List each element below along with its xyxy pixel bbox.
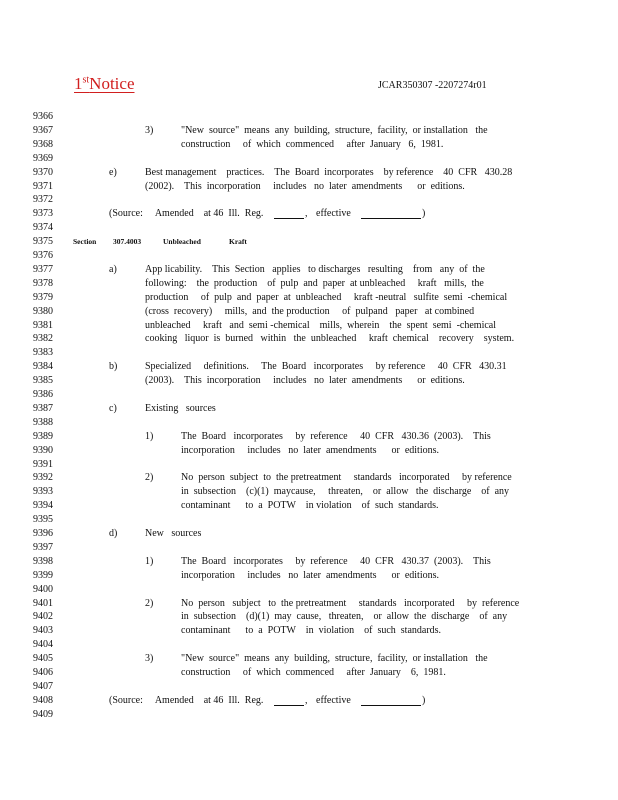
document-line bbox=[0, 652, 618, 666]
line-number: 9393 bbox=[33, 486, 53, 498]
line-text: The Board incorporates by reference 40 CFR 430.37 (2003). This bbox=[181, 555, 491, 567]
line-text: The Board incorporates by reference 40 CFR 430.36 (2003). This bbox=[181, 430, 491, 442]
line-number: 9390 bbox=[33, 444, 53, 456]
line-number: 9402 bbox=[33, 611, 53, 623]
line-number: 9370 bbox=[33, 166, 53, 178]
document-line bbox=[0, 402, 618, 416]
section-heading-word: 307.4003 bbox=[113, 237, 142, 247]
line-number: 9404 bbox=[33, 639, 53, 651]
effective-label: effective bbox=[316, 694, 351, 706]
line-text: (2003). This incorporation includes no later amendments or editions. bbox=[145, 375, 465, 387]
list-marker: c) bbox=[109, 402, 117, 414]
line-number: 9369 bbox=[33, 152, 53, 164]
register-page-blank bbox=[274, 208, 304, 219]
source-note: (Source: Amended at 46 Ill. Reg. bbox=[109, 208, 264, 220]
document-line bbox=[0, 249, 618, 263]
document-line bbox=[0, 471, 618, 485]
line-number: 9409 bbox=[33, 708, 53, 720]
document-line bbox=[0, 694, 618, 708]
line-number: 9367 bbox=[33, 124, 53, 136]
line-number: 9389 bbox=[33, 430, 53, 442]
line-number: 9383 bbox=[33, 347, 53, 359]
document-line bbox=[0, 124, 618, 138]
document-line bbox=[0, 541, 618, 555]
document-line bbox=[0, 346, 618, 360]
list-marker: 3) bbox=[145, 653, 154, 665]
document-line bbox=[0, 193, 618, 207]
line-number: 9374 bbox=[33, 222, 53, 234]
document-line bbox=[0, 485, 618, 499]
line-number: 9381 bbox=[33, 319, 53, 331]
line-number: 9375 bbox=[33, 236, 53, 248]
document-line bbox=[0, 360, 618, 374]
notice-number: 1 bbox=[74, 74, 83, 93]
line-text: (2002). This incorporation includes no later amendments or editions. bbox=[145, 180, 465, 192]
document-line bbox=[0, 597, 618, 611]
line-text: construction of which commenced after January 6, 1981. bbox=[181, 138, 444, 150]
document-line bbox=[0, 416, 618, 430]
document-line bbox=[0, 332, 618, 346]
effective-label: effective bbox=[316, 208, 351, 220]
document-line bbox=[0, 152, 618, 166]
document-line bbox=[0, 207, 618, 221]
list-marker: b) bbox=[109, 361, 118, 373]
jcar-identifier: JCAR350307 -2207274r01 bbox=[378, 80, 487, 91]
line-number: 9403 bbox=[33, 625, 53, 637]
line-text: Best management practices. The Board incorporates by reference 40 CFR 430.28 bbox=[145, 166, 513, 178]
line-text: construction of which commenced after January 6, 1981. bbox=[181, 667, 446, 678]
document-line bbox=[0, 569, 618, 583]
line-number: 9377 bbox=[33, 263, 53, 275]
document-line bbox=[0, 277, 618, 291]
document-line bbox=[0, 527, 618, 541]
line-number: 9378 bbox=[33, 277, 53, 289]
list-marker: 2) bbox=[145, 597, 154, 609]
document-line bbox=[0, 110, 618, 124]
list-marker: 3) bbox=[145, 124, 154, 136]
document-line bbox=[0, 555, 618, 569]
document-line bbox=[0, 263, 618, 277]
line-number: 9371 bbox=[33, 180, 53, 192]
document-line bbox=[0, 583, 618, 597]
line-number: 9408 bbox=[33, 694, 53, 706]
notice-superscript: st bbox=[82, 74, 90, 86]
line-number: 9387 bbox=[33, 402, 53, 414]
line-number: 9368 bbox=[33, 138, 53, 150]
line-number: 9366 bbox=[33, 111, 53, 122]
line-number: 9399 bbox=[33, 569, 53, 581]
document-line bbox=[0, 513, 618, 527]
document-line bbox=[0, 680, 618, 694]
list-marker: a) bbox=[109, 263, 117, 275]
line-text: production of pulp and paper at unbleached kraft -neutral sulfite semi -chemical bbox=[145, 291, 508, 303]
comma-separator: , bbox=[305, 694, 308, 706]
closing-paren: ) bbox=[422, 694, 426, 706]
document-line bbox=[0, 235, 618, 249]
line-number: 9395 bbox=[33, 514, 53, 526]
line-number: 9394 bbox=[33, 500, 53, 512]
line-number: 9388 bbox=[33, 416, 53, 428]
line-number: 9392 bbox=[33, 472, 53, 484]
list-marker: 2) bbox=[145, 472, 154, 484]
line-text: App licability. This Section applies to discharges resulting from any of the bbox=[145, 263, 485, 275]
document-line bbox=[0, 708, 618, 722]
document-line bbox=[0, 430, 618, 444]
document-line bbox=[0, 291, 618, 305]
line-text: "New source" means any building, structure, facility, or installation the bbox=[181, 124, 488, 136]
line-text: cooking liquor is burned within the unbleached kraft chemical recovery system. bbox=[145, 333, 515, 345]
effective-date-blank bbox=[361, 695, 421, 706]
notice-word: Notice bbox=[89, 74, 135, 93]
source-note: (Source: Amended at 46 Ill. Reg. bbox=[109, 694, 264, 706]
document-line bbox=[0, 138, 618, 152]
document-line bbox=[0, 319, 618, 333]
line-number: 9372 bbox=[33, 194, 53, 206]
line-number: 9405 bbox=[33, 653, 53, 665]
line-text: unbleached kraft and semi -chemical mills, wherein the spent semi -chemical bbox=[145, 319, 496, 331]
register-page-blank bbox=[274, 695, 304, 706]
line-text: Existing sources bbox=[145, 402, 216, 414]
line-number: 9398 bbox=[33, 555, 53, 567]
line-number: 9384 bbox=[33, 361, 53, 373]
line-number: 9376 bbox=[33, 250, 53, 261]
document-line bbox=[0, 444, 618, 458]
line-text: contaminant to a POTW in violation of such standards. bbox=[181, 500, 439, 512]
line-number: 9391 bbox=[33, 458, 53, 470]
list-marker: 1) bbox=[145, 430, 154, 442]
line-text: Specialized definitions. The Board incorporates by reference 40 CFR 430.31 bbox=[145, 361, 507, 373]
document-line bbox=[0, 374, 618, 388]
document-line bbox=[0, 638, 618, 652]
document-line bbox=[0, 610, 618, 624]
line-number: 9401 bbox=[33, 597, 53, 609]
line-text: "New source" means any building, structure, facility, or installation the bbox=[181, 653, 488, 665]
line-text: No person subject to the pretreatment standards incorporated by reference bbox=[181, 597, 520, 609]
line-text: incorporation includes no later amendments or editions. bbox=[181, 569, 439, 581]
line-text: incorporation includes no later amendments or editions. bbox=[181, 444, 439, 456]
line-number: 9400 bbox=[33, 583, 53, 595]
comma-separator: , bbox=[305, 208, 308, 220]
line-number: 9379 bbox=[33, 291, 53, 303]
line-number: 9385 bbox=[33, 375, 53, 387]
line-text: in subsection (c)(1) maycause, threaten, or allow the discharge of any bbox=[181, 486, 510, 498]
line-number: 9380 bbox=[33, 305, 53, 317]
effective-date-blank bbox=[361, 208, 421, 219]
line-number: 9386 bbox=[33, 389, 53, 400]
line-number: 9373 bbox=[33, 208, 53, 220]
line-number: 9382 bbox=[33, 333, 53, 345]
line-number: 9407 bbox=[33, 680, 53, 692]
document-line bbox=[0, 221, 618, 235]
line-text: (cross recovery) mills, and the production of pulpand paper at combined bbox=[145, 305, 475, 317]
document-line bbox=[0, 305, 618, 319]
list-marker: d) bbox=[109, 528, 118, 539]
document-line bbox=[0, 666, 618, 680]
line-number: 9406 bbox=[33, 667, 53, 678]
list-marker: 1) bbox=[145, 555, 154, 567]
line-text: New sources bbox=[145, 528, 202, 539]
document-line bbox=[0, 166, 618, 180]
line-text: following: the production of pulp and paper at unbleached kraft mills, the bbox=[145, 277, 484, 289]
document-line bbox=[0, 180, 618, 194]
line-text: contaminant to a POTW in violation of such standards. bbox=[181, 625, 442, 637]
section-heading-word: Kraft bbox=[229, 237, 247, 247]
document-line bbox=[0, 388, 618, 402]
line-text: in subsection (d)(1) may cause, threaten, or allow the discharge of any bbox=[181, 611, 508, 623]
line-text: No person subject to the pretreatment standards incorporated by reference bbox=[181, 472, 512, 484]
closing-paren: ) bbox=[422, 208, 426, 220]
line-number: 9397 bbox=[33, 541, 53, 553]
section-heading-word: Unbleached bbox=[163, 237, 201, 247]
notice-label bbox=[74, 74, 135, 94]
line-number: 9396 bbox=[33, 528, 53, 539]
section-heading-word: Section bbox=[73, 237, 97, 247]
list-marker: e) bbox=[109, 166, 117, 178]
document-line bbox=[0, 458, 618, 472]
document-line bbox=[0, 499, 618, 513]
document-line bbox=[0, 624, 618, 638]
